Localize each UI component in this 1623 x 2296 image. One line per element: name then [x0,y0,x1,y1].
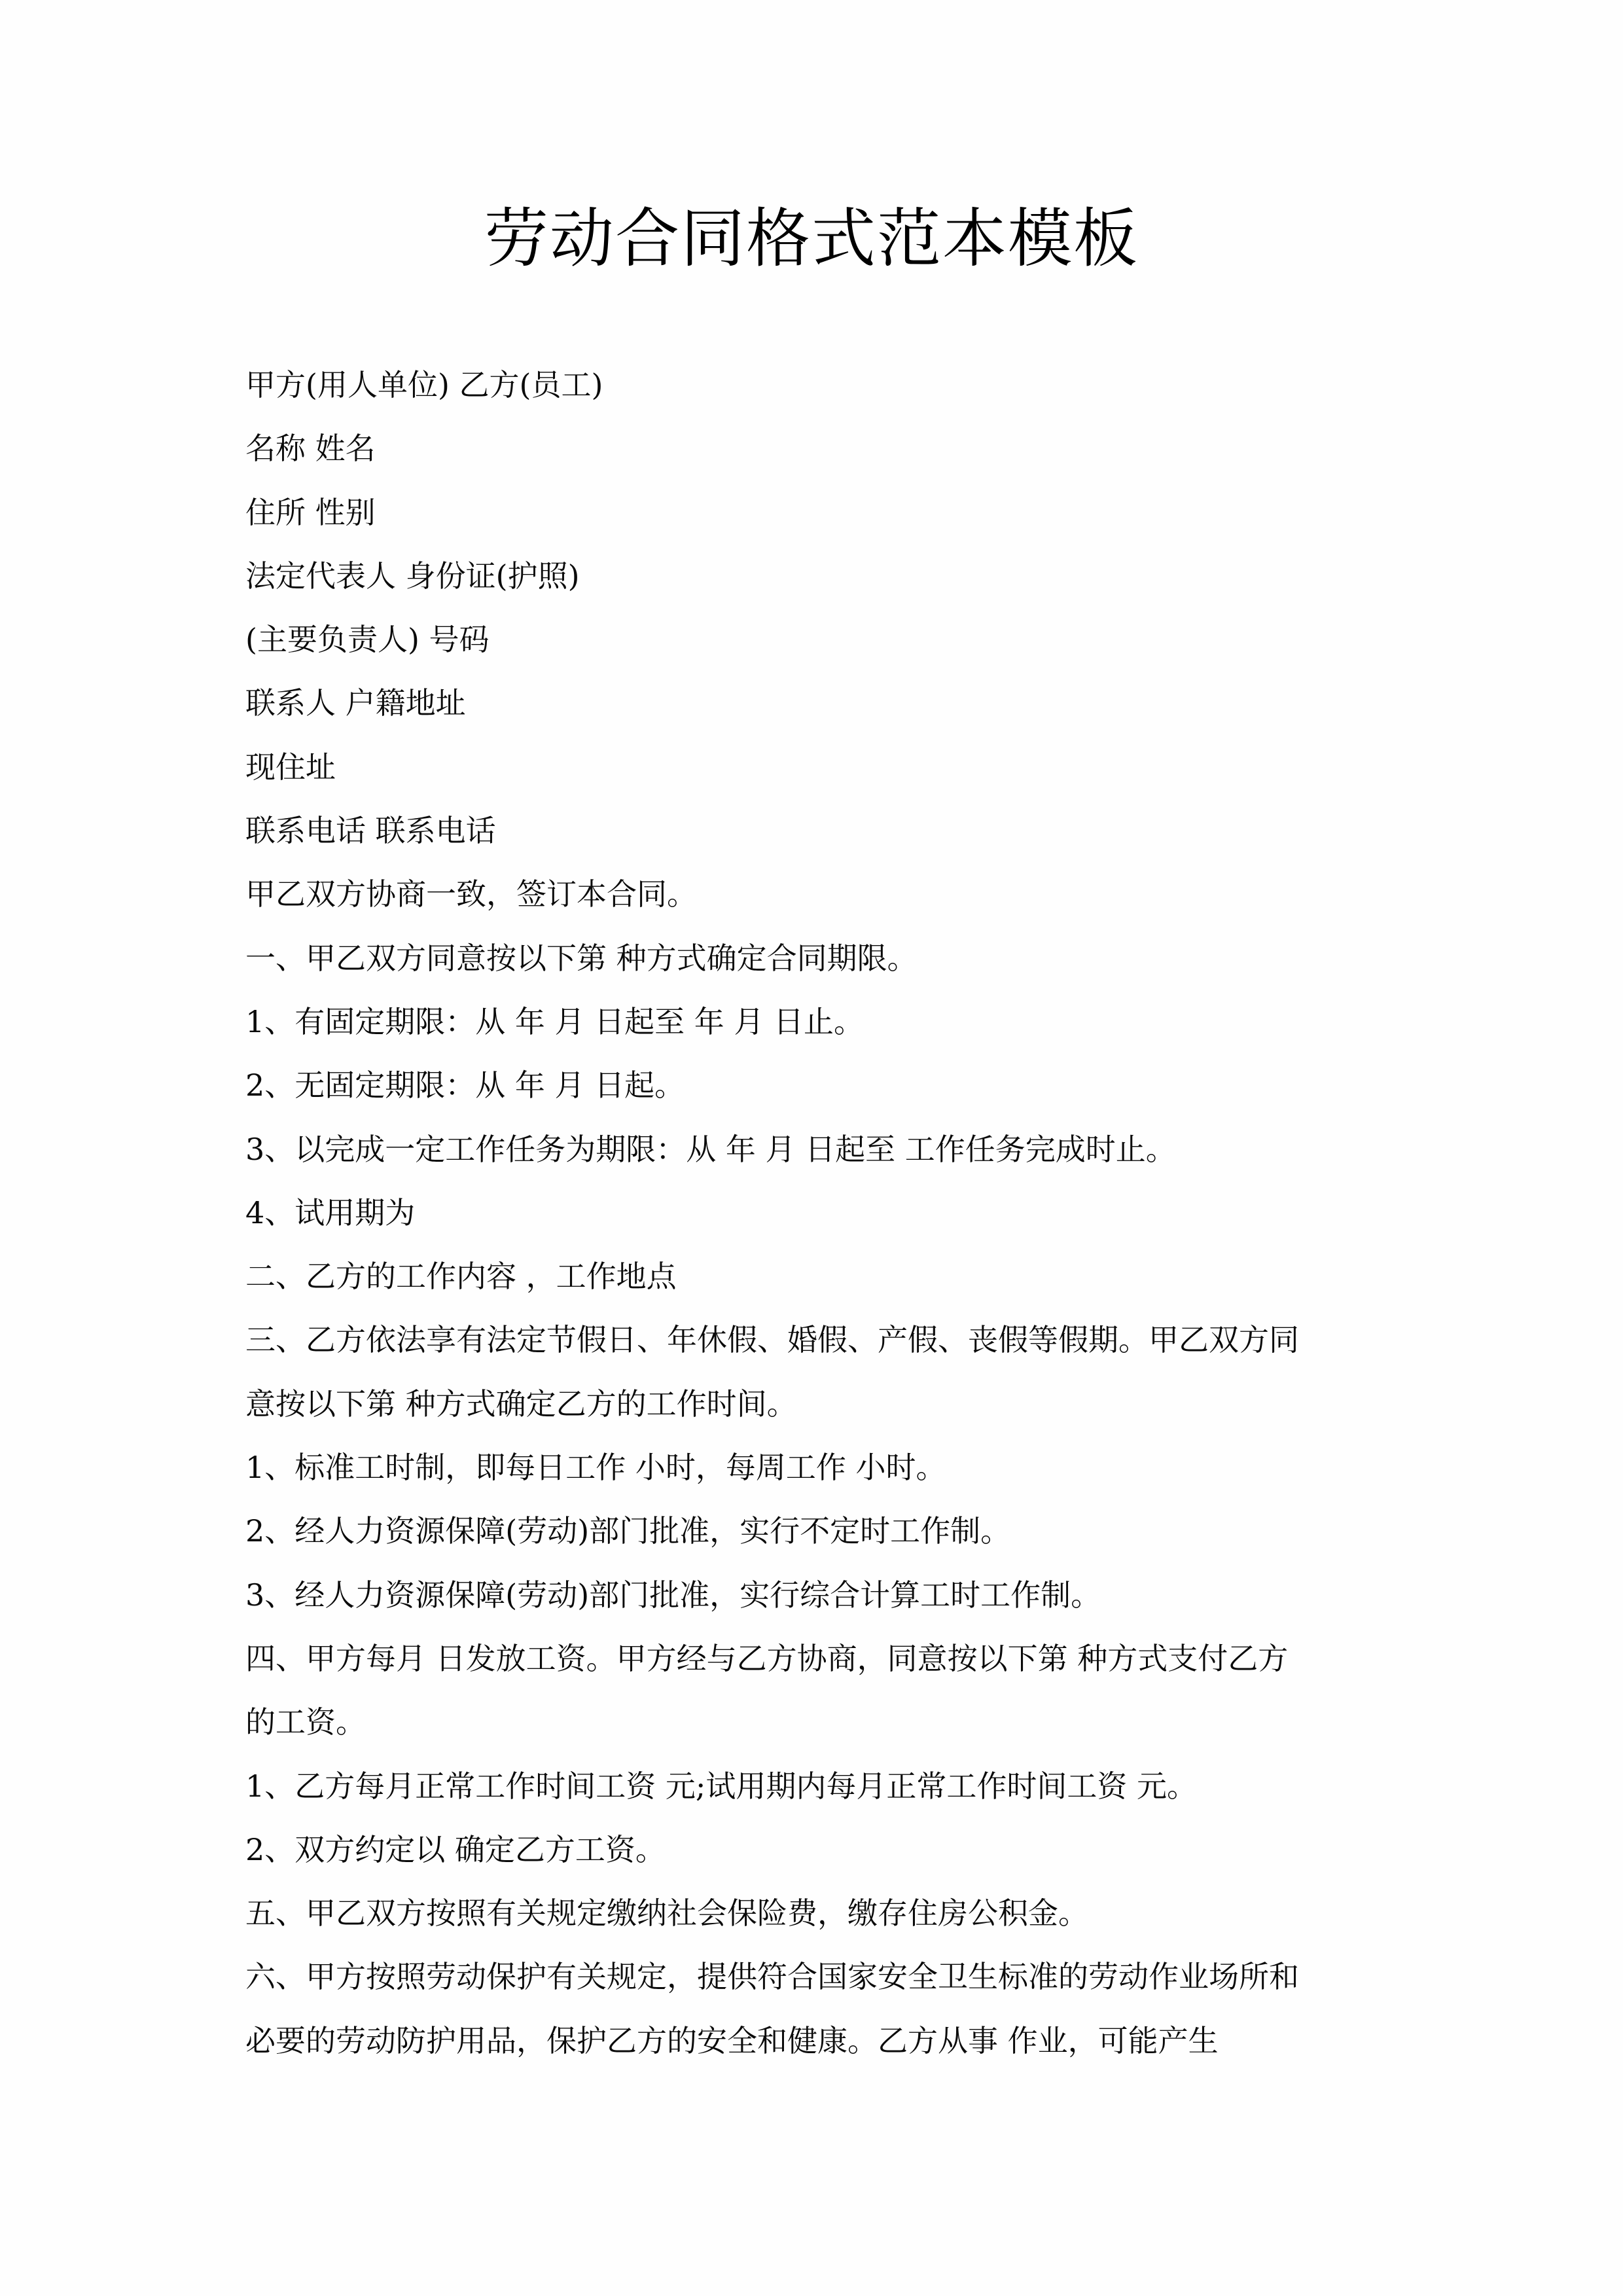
address-gender-line: 住所 性别 [245,494,376,530]
party-header-line: 甲方(用人单位) 乙方(员工) [245,367,603,403]
clause-4-heading-cont: 的工资。 [245,1704,366,1740]
clause-1-item-1: 1、有固定期限：从 年 月 日起至 年 月 日止。 [245,1003,864,1039]
clause-4-item-1: 1、乙方每月正常工作时间工资 元;试用期内每月正常工作时间工资 元。 [245,1768,1198,1804]
clause-3-heading: 三、乙方依法享有法定节假日、年休假、婚假、产假、丧假等假期。甲乙双方同 [245,1322,1299,1358]
clause-4-item-2: 2、双方约定以 确定乙方工资。 [245,1831,666,1867]
clause-3-item-2: 2、经人力资源保障(劳动)部门批准，实行不定时工作制。 [245,1513,1011,1549]
clause-3-item-1: 1、标准工时制，即每日工作 小时，每周工作 小时。 [245,1450,946,1486]
clause-6-heading-cont: 必要的劳动防护用品，保护乙方的安全和健康。乙方从事 作业，可能产生 [245,2022,1219,2058]
current-address-line: 现住址 [245,749,336,785]
phone-line: 联系电话 联系电话 [245,813,496,849]
document-title: 劳动合同格式范本模板 [484,202,1139,276]
contact-household-line: 联系人 户籍地址 [245,685,466,721]
clause-6-heading: 六、甲方按照劳动保护有关规定，提供符合国家安全卫生标准的劳动作业场所和 [245,1959,1299,1995]
clause-3-item-3: 3、经人力资源保障(劳动)部门批准，实行综合计算工时工作制。 [245,1577,1101,1613]
clause-1-item-3: 3、以完成一定工作任务为期限：从 年 月 日起至 工作任务完成时止。 [245,1131,1176,1167]
clause-5-heading: 五、甲乙双方按照有关规定缴纳社会保险费，缴存住房公积金。 [245,1895,1088,1931]
document-body [245,353,1384,2073]
clause-2-heading: 二、乙方的工作内容 ，工作地点 [245,1259,677,1295]
name-line: 名称 姓名 [245,431,376,467]
clause-3-heading-cont: 意按以下第 种方式确定乙方的工作时间。 [245,1386,797,1422]
clause-4-heading: 四、甲方每月 日发放工资。甲方经与乙方协商，同意按以下第 种方式支付乙方 [245,1640,1289,1676]
clause-1-item-4: 4、试用期为 [245,1194,416,1230]
principal-number-line: (主要负责人) 号码 [245,622,490,658]
clause-1-heading: 一、甲乙双方同意按以下第 种方式确定合同期限。 [245,940,918,976]
legal-rep-id-line: 法定代表人 身份证(护照) [245,558,580,594]
agreement-line: 甲乙双方协商一致，签订本合同。 [245,876,697,912]
clause-1-item-2: 2、无固定期限：从 年 月 日起。 [245,1067,685,1103]
